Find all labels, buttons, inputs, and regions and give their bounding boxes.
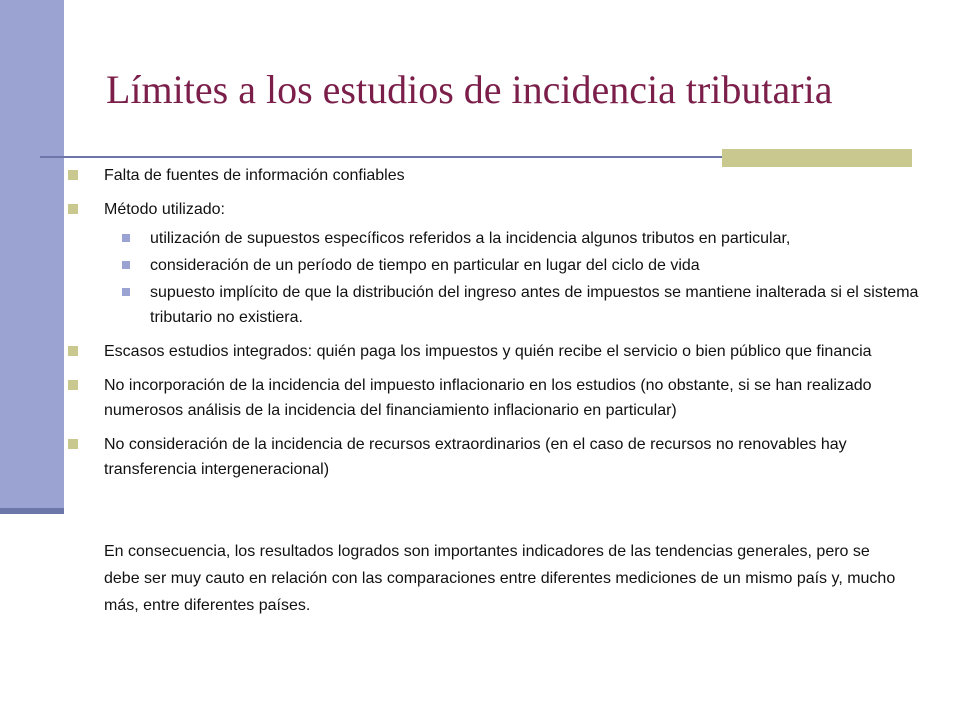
sub-bullet-text: consideración de un período de tiempo en particular en lugar del ciclo de vida [150,257,700,274]
sub-bullet-square-icon [122,261,130,269]
bullet-text: Escasos estudios integrados: quién paga los impuestos y quién recibe el servicio o bien público que financia [104,343,872,360]
slide-title: Límites a los estudios de incidencia tributaria [106,67,833,112]
sub-bullet-item [104,226,926,251]
sub-bullet-square-icon [122,288,130,296]
sub-bullet-item [104,280,926,330]
bullet-square-icon [68,380,78,390]
left-decor-bar-shadow [0,508,64,514]
sub-bullet-square-icon [122,234,130,242]
bullet-item-recursos-extraordinarios [66,432,926,482]
bullet-item-fuentes [66,163,926,188]
sub-bullet-text: supuesto implícito de que la distribución del ingreso antes de impuestos se mantiene inalterada si el sistema tributario no existiera. [150,284,919,326]
bullet-square-icon [68,204,78,214]
bullet-item-estudios-integrados [66,339,926,364]
bullet-text: Falta de fuentes de información confiables [104,167,405,184]
left-decor-bar [0,0,64,512]
bullet-square-icon [68,439,78,449]
bullet-item-metodo [66,197,926,330]
sub-bullet-item [104,253,926,278]
sub-bullet-text: utilización de supuestos específicos referidos a la incidencia algunos tributos en particular, [150,230,791,247]
conclusion-paragraph: En consecuencia, los resultados logrados son importantes indicadores de las tendencias generales, pero se debe ser muy cauto en relación con las comparaciones entre diferentes mediciones de un mismo país y, mucho más, entre diferentes países. [104,543,896,614]
bullet-text: No incorporación de la incidencia del impuesto inflacionario en los estudios (no obstante, si se han realizado numerosos análisis de la incidencia del financiamiento inflacionario en particular) [104,377,872,419]
bullet-text: Método utilizado: [104,201,225,218]
sub-bullet-list [104,226,926,330]
slide-content [66,163,926,491]
bullet-square-icon [68,170,78,180]
bullet-text: No consideración de la incidencia de recursos extraordinarios (en el caso de recursos no renovables hay transferencia intergeneracional) [104,436,847,478]
bullet-item-impuesto-inflacionario [66,373,926,423]
bullet-square-icon [68,346,78,356]
